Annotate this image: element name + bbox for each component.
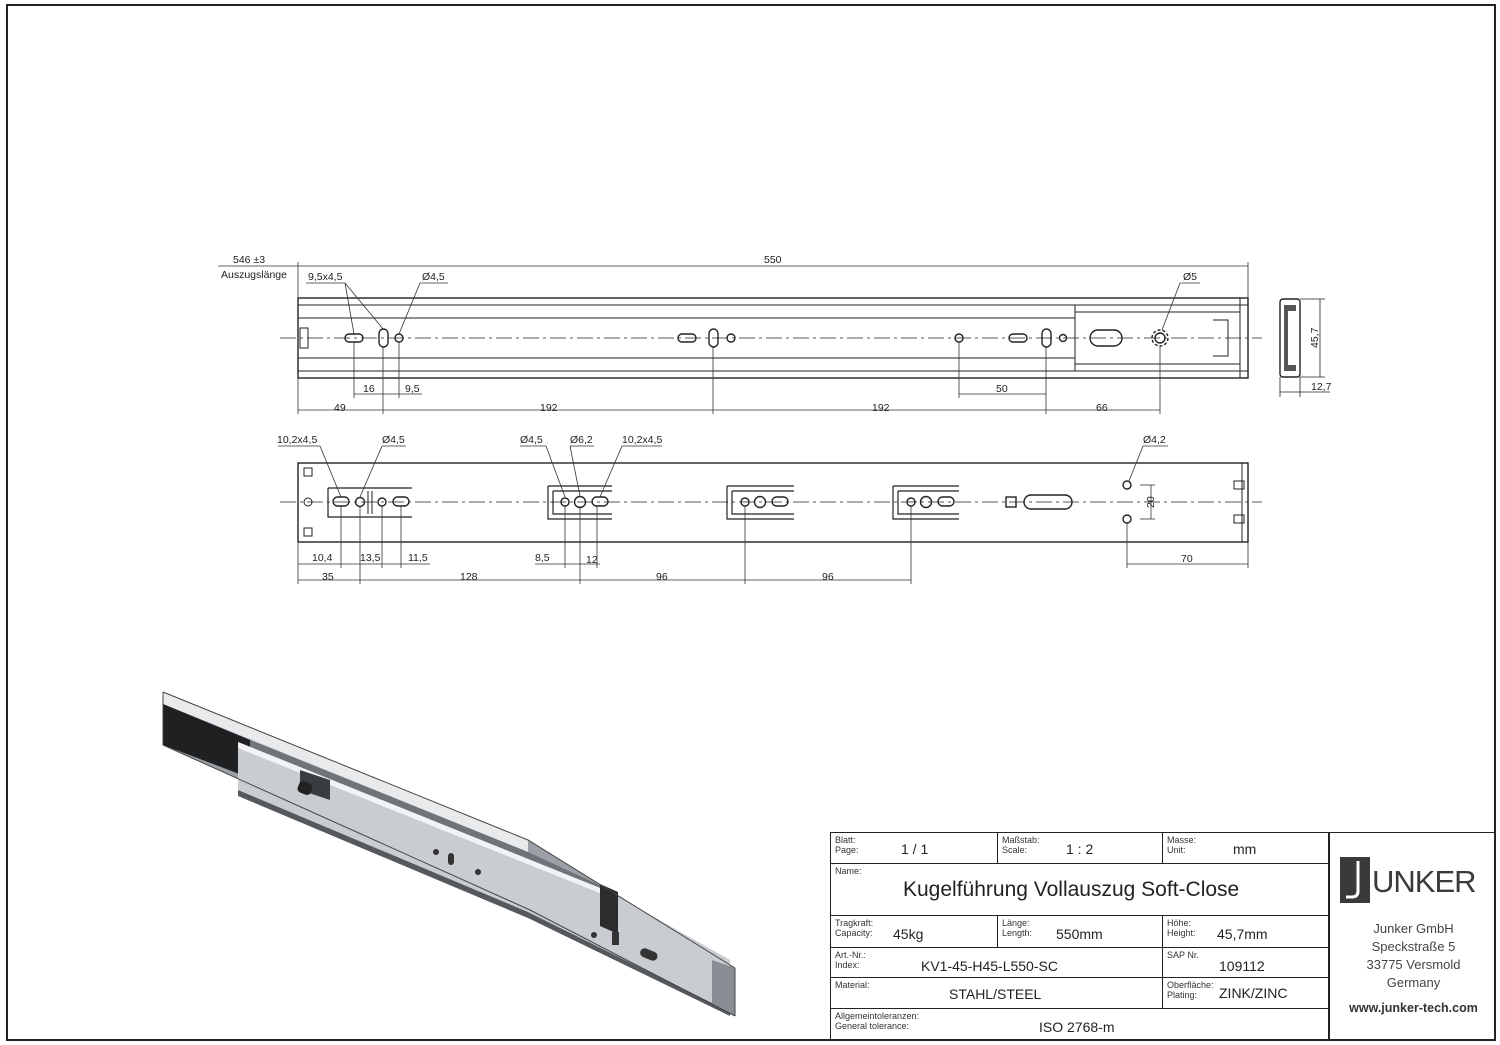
index-cell <box>831 948 1163 978</box>
tolerance-value: ISO 2768-m <box>1039 1019 1115 1035</box>
scale-label: Scale: <box>1002 845 1028 855</box>
length-value: 550mm <box>1056 926 1103 942</box>
hole-d-label: Ø4,2 <box>1143 434 1166 446</box>
scale-cell <box>998 833 1163 864</box>
slot-b-label: 10,2x4,5 <box>622 434 663 446</box>
top-view <box>280 298 1262 378</box>
length-label: Length: <box>1002 928 1033 938</box>
hoehe-label: Höhe: <box>1167 918 1192 928</box>
rail-inner <box>298 463 1248 542</box>
material-cell <box>831 978 1163 1009</box>
blatt-label: Blatt: <box>835 835 856 845</box>
dim-16: 16 <box>363 383 375 395</box>
tolerance-en-label: General tolerance: <box>835 1021 910 1031</box>
title-block <box>830 832 1495 1040</box>
dim-10-4: 10,4 <box>312 552 333 564</box>
dim-96-a: 96 <box>656 571 668 583</box>
material-value: STAHL/STEEL <box>949 986 1042 1002</box>
hole-c-label: Ø6,2 <box>570 434 593 446</box>
capacity-value: 45kg <box>893 926 924 942</box>
dim-width: 12,7 <box>1311 381 1332 393</box>
dim-9-5: 9,5 <box>405 383 420 395</box>
hole-5-label: Ø5 <box>1183 271 1198 283</box>
dim-70: 70 <box>1181 553 1193 565</box>
unit-value: mm <box>1233 841 1257 857</box>
sap-cell <box>1163 948 1329 978</box>
name-cell <box>831 864 1329 916</box>
dim-8-5: 8,5 <box>535 552 550 564</box>
hole-a-label: Ø4,5 <box>382 434 405 446</box>
hole-45-label: Ø4,5 <box>422 271 445 283</box>
height-cell <box>1163 916 1329 948</box>
company-website[interactable]: www.junker-tech.com <box>1349 1001 1478 1015</box>
height-label: Height: <box>1167 928 1196 938</box>
dim-128: 128 <box>460 571 478 583</box>
length-cell <box>998 916 1163 948</box>
capacity-label: Capacity: <box>835 928 873 938</box>
page-value: 1 / 1 <box>901 841 929 857</box>
product-name: Kugelführung Vollauszug Soft-Close <box>903 878 1240 901</box>
company-street: Speckstraße 5 <box>1371 939 1456 954</box>
dim-height: 45,7 <box>1309 327 1321 348</box>
height-value: 45,7mm <box>1217 926 1268 942</box>
dim-overall-length: 550 <box>764 254 782 266</box>
plating-value: ZINK/ZINC <box>1219 985 1288 1001</box>
material-label: Material: <box>835 980 870 990</box>
page-label: Page: <box>835 845 859 855</box>
index-label: Index: <box>835 960 860 970</box>
dim-11-5: 11,5 <box>408 552 428 564</box>
oberflaeche-label: Oberfläche: <box>1167 980 1214 990</box>
unit-cell <box>1163 833 1329 864</box>
page-cell <box>831 833 998 864</box>
dim-192-a: 192 <box>540 402 558 414</box>
dim-35: 35 <box>322 571 334 583</box>
extension-label: Auszugslänge <box>221 269 287 281</box>
company-country: Germany <box>1386 975 1441 990</box>
junker-logo <box>1336 851 1496 911</box>
company-city: 33775 Versmold <box>1366 957 1461 972</box>
dim-192-b: 192 <box>872 402 890 414</box>
company-block <box>1329 833 1496 1041</box>
slot-a-label: 10,2x4,5 <box>277 434 318 446</box>
unit-label: Unit: <box>1167 845 1186 855</box>
extension-length: 546 ±3 <box>233 254 266 266</box>
masse-label: Masse: <box>1167 835 1197 845</box>
artnr-label: Art.-Nr.: <box>835 950 866 960</box>
tolerance-de-label: Allgemeintoleranzen: <box>835 1011 920 1021</box>
sap-label: SAP Nr. <box>1167 950 1199 960</box>
index-value: KV1-45-H45-L550-SC <box>921 958 1058 974</box>
tolerance-cell <box>831 1009 1329 1039</box>
name-label: Name: <box>835 866 862 876</box>
laenge-label: Länge: <box>1002 918 1030 928</box>
dim-20: 20 <box>1145 496 1157 508</box>
hole-b-label: Ø4,5 <box>520 434 543 446</box>
plating-cell <box>1163 978 1329 1009</box>
sap-value: 109112 <box>1219 958 1265 974</box>
logo-text: UNKER <box>1372 864 1476 899</box>
dim-13-5: 13,5 <box>360 552 381 564</box>
bottom-view <box>280 463 1262 542</box>
dim-96-b: 96 <box>822 571 834 583</box>
dim-66: 66 <box>1096 402 1108 414</box>
product-render <box>163 692 735 1016</box>
dim-50: 50 <box>996 383 1008 395</box>
dim-12: 12 <box>586 554 598 566</box>
massstab-label: Maßstab: <box>1002 835 1040 845</box>
plating-label: Plating: <box>1167 990 1198 1000</box>
capacity-cell <box>831 916 998 948</box>
dim-49: 49 <box>334 402 346 414</box>
slot-label: 9,5x4,5 <box>308 271 343 283</box>
company-name: Junker GmbH <box>1373 921 1454 936</box>
scale-value: 1 : 2 <box>1066 841 1094 857</box>
tragkraft-label: Tragkraft: <box>835 918 874 928</box>
